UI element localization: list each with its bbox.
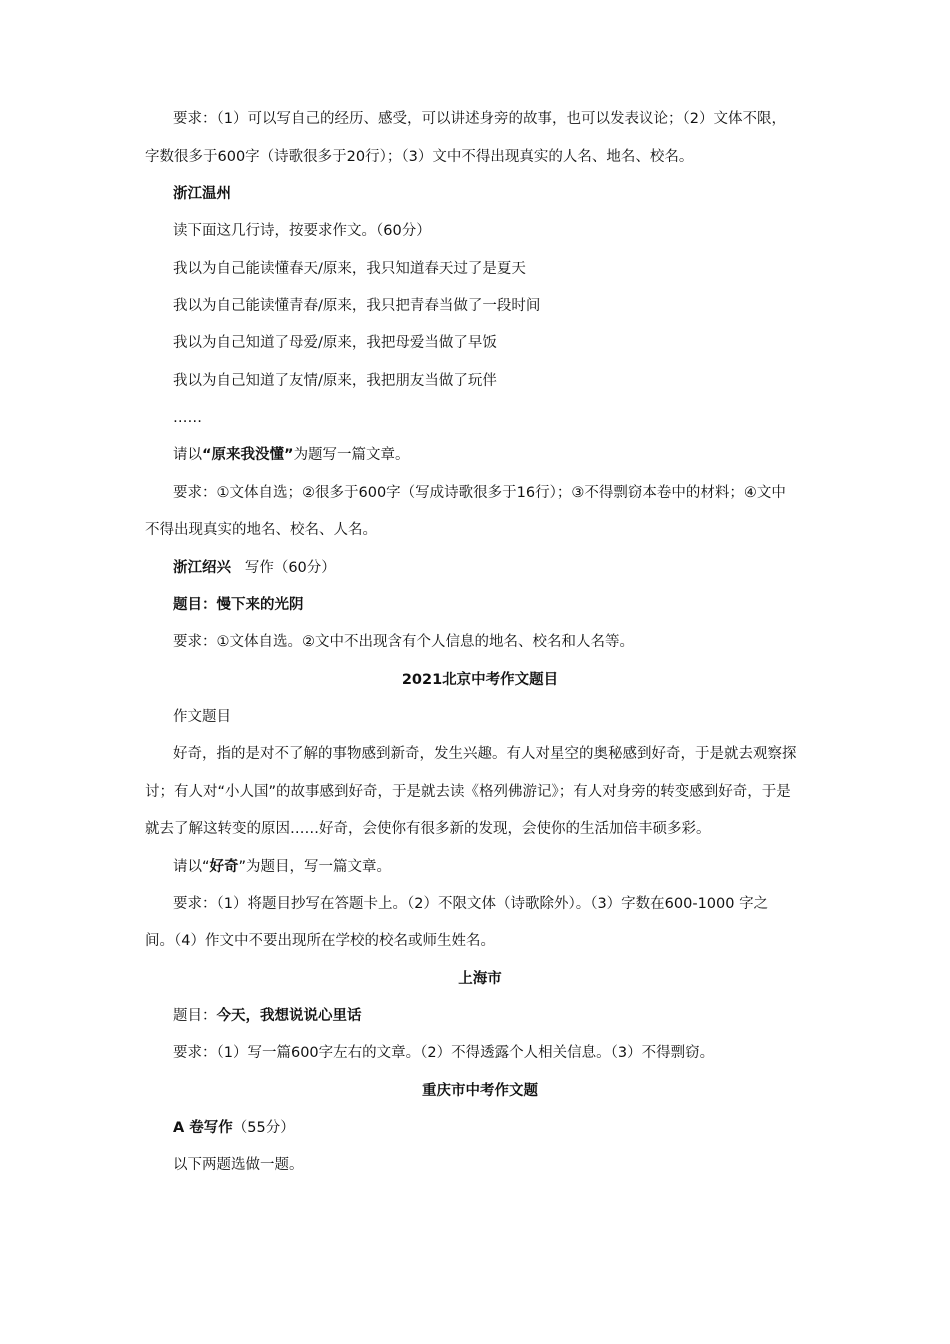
text-line: 就去了解这转变的原因……好奇，会使你有很多新的发现，会使你的生活加倍丰硕多彩。: [145, 821, 711, 837]
section-heading-centered: 重庆市中考作文题: [422, 1083, 538, 1099]
title-emphasis: 今天，我想说说心里话: [216, 1008, 362, 1024]
text-line: 要求：①文体自选；②很多于600字（写成诗歌很多于16行）；③不得剽窃本卷中的材料；④文中: [173, 485, 786, 501]
text-line: 要求：①文体自选。②文中不出现含有个人信息的地名、校名和人名等。: [173, 634, 634, 650]
section-heading-centered: 上海市: [458, 971, 502, 987]
section-heading-centered: 2021北京中考作文题目: [401, 672, 559, 688]
ellipsis: ……: [173, 410, 202, 426]
essay-title: 题目：慢下来的光阴: [173, 597, 304, 613]
section-heading: 浙江温州: [173, 186, 231, 202]
text-line: 要求：（1）写一篇600字左右的文章。（2）不得透露个人相关信息。（3）不得剽窃。: [173, 1045, 715, 1061]
text-line: 字数很多于600字（诗歌很多于20行）；（3）文中不得出现真实的人名、地名、校名。: [145, 149, 694, 165]
poem-line: 我以为自己能读懂春天/原来，我只知道春天过了是夏天: [173, 261, 526, 277]
poem-line: 我以为自己能读懂青春/原来，我只把青春当做了一段时间: [173, 298, 541, 314]
poem-line: 我以为自己知道了友情/原来，我把朋友当做了玩伴: [173, 373, 497, 389]
text-line: 请以“原来我没懂”为题写一篇文章。: [173, 447, 410, 463]
text-line: 好奇，指的是对不了解的事物感到新奇，发生兴趣。有人对星空的奥秘感到好奇，于是就去观察探: [173, 746, 797, 762]
text-line: 要求：（1）将题目抄写在答题卡上。（2）不限文体（诗歌除外）。（3）字数在600-1000 字之: [173, 896, 769, 912]
text-line: 不得出现真实的地名、校名、人名。: [145, 522, 377, 538]
text-line: 以下两题选做一题。: [173, 1157, 304, 1173]
text-line: 间。（4）作文中不要出现所在学校的校名或师生姓名。: [145, 933, 495, 949]
text-line: 作文题目: [173, 709, 231, 725]
title-emphasis: 好奇: [209, 859, 239, 875]
text-line: A 卷写作（55分）: [173, 1120, 295, 1136]
section-heading: 浙江绍兴 写作（60分）: [173, 560, 336, 576]
text-line: 题目：今天，我想说说心里话: [173, 1008, 362, 1024]
text-line: 讨；有人对“小人国”的故事感到好奇，于是就去读《格列佛游记》；有人对身旁的转变感到好奇，于是: [145, 784, 791, 800]
poem-line: 我以为自己知道了母爱/原来，我把母爱当做了早饭: [173, 335, 497, 351]
text-line: 要求：（1）可以写自己的经历、感受，可以讲述身旁的故事，也可以发表议论；（2）文体不限，: [173, 111, 786, 127]
text-line: 请以“好奇”为题目，写一篇文章。: [173, 859, 392, 875]
text-line: 读下面这几行诗，按要求作文。（60分）: [173, 223, 431, 239]
title-emphasis: “原来我没懂”: [202, 447, 294, 463]
